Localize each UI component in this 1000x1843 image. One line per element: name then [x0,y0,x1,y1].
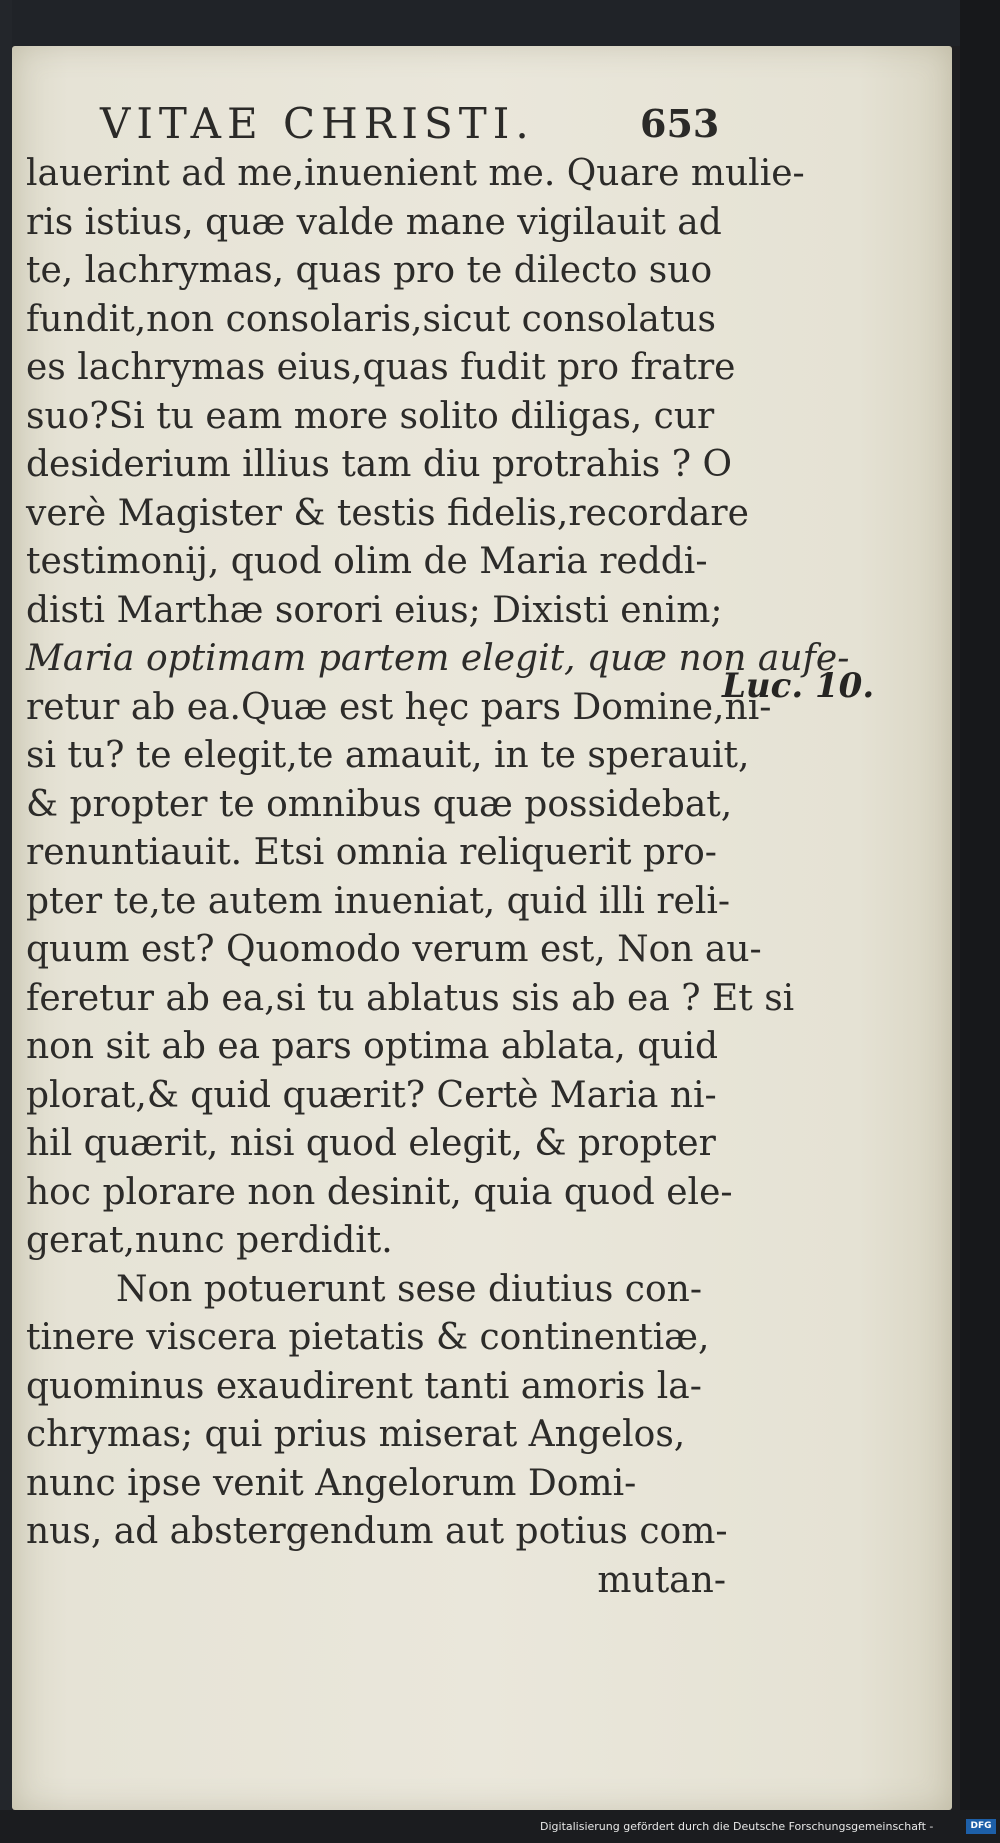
running-title: VITAE CHRISTI. [100,99,535,148]
scan-left-border [0,0,12,1843]
text-line-26: quominus exaudirent tanti amoris la- [26,1365,702,1407]
text-line-18: feretur ab ea,si tu ablatus sis ab ea ? Et si [26,977,795,1019]
footer-credit: Digitalisierung gefördert durch die Deutsche Forschungsgemeinschaft - [540,1820,934,1833]
text-line-12: retur ab ea.Quæ est hęc pars Domine,ni- [26,686,772,728]
text-line-11: Maria optimam partem elegit, quæ non aufe- [26,638,850,679]
text-line-13: si tu? te elegit,te amauit, in te sperauit, [26,735,750,776]
scan-right-border [960,0,1000,1843]
text-line-6: suo?Si tu eam more solito diligas, cur [26,395,715,437]
text-line-28: nunc ipse venit Angelorum Domi- [26,1462,637,1504]
text-line-2: ris istius, quæ valde mane vigilauit ad [26,201,722,243]
text-line-16: pter te,te autem inueniat, quid illi reli- [26,880,731,922]
dfg-logo-icon: DFG [966,1819,996,1834]
page-number: 653 [640,101,720,146]
book-page [12,46,952,1810]
catchword: mutan- [597,1559,726,1601]
text-line-10: disti Marthæ sorori eius; Dixisti enim; [26,589,723,631]
text-line-17: quum est? Quomodo verum est, Non au- [26,929,762,970]
text-line-5: es lachrymas eius,quas fudit pro fratre [26,347,736,388]
text-line-19: non sit ab ea pars optima ablata, quid [26,1026,719,1067]
text-line-7: desiderium illius tam diu protrahis ? O [26,444,732,485]
margin-note: Luc. 10. [722,666,875,706]
page-header [12,94,952,154]
text-line-8: verè Magister & testis fidelis,recordare [26,492,749,534]
text-line-9: testimonij, quod olim de Maria reddi- [26,541,708,582]
text-line-23: gerat,nunc perdidit. [26,1220,393,1261]
scan-top-border [0,0,1000,46]
text-line-14: & propter te omnibus quæ possidebat, [26,783,733,825]
text-line-29: nus, ad abstergendum aut potius com- [26,1511,728,1552]
text-line-27: chrymas; qui prius miserat Angelos, [26,1414,686,1455]
text-line-4: fundit,non consolaris,sicut consolatus [26,298,716,340]
text-line-1: lauerint ad me,inuenient me. Quare mulie- [26,153,805,194]
text-line-25: tinere viscera pietatis & continentiæ, [26,1317,710,1358]
text-line-15: renuntiauit. Etsi omnia reliquerit pro- [26,832,717,873]
text-line-24: Non potuerunt sese diutius con- [116,1268,702,1310]
text-line-20: plorat,& quid quærit? Certè Maria ni- [26,1074,717,1116]
text-line-22: hoc plorare non desinit, quia quod ele- [26,1171,733,1213]
text-line-3: te, lachrymas, quas pro te dilecto suo [26,250,713,291]
text-line-21: hil quærit, nisi quod elegit, & propter [26,1123,716,1164]
